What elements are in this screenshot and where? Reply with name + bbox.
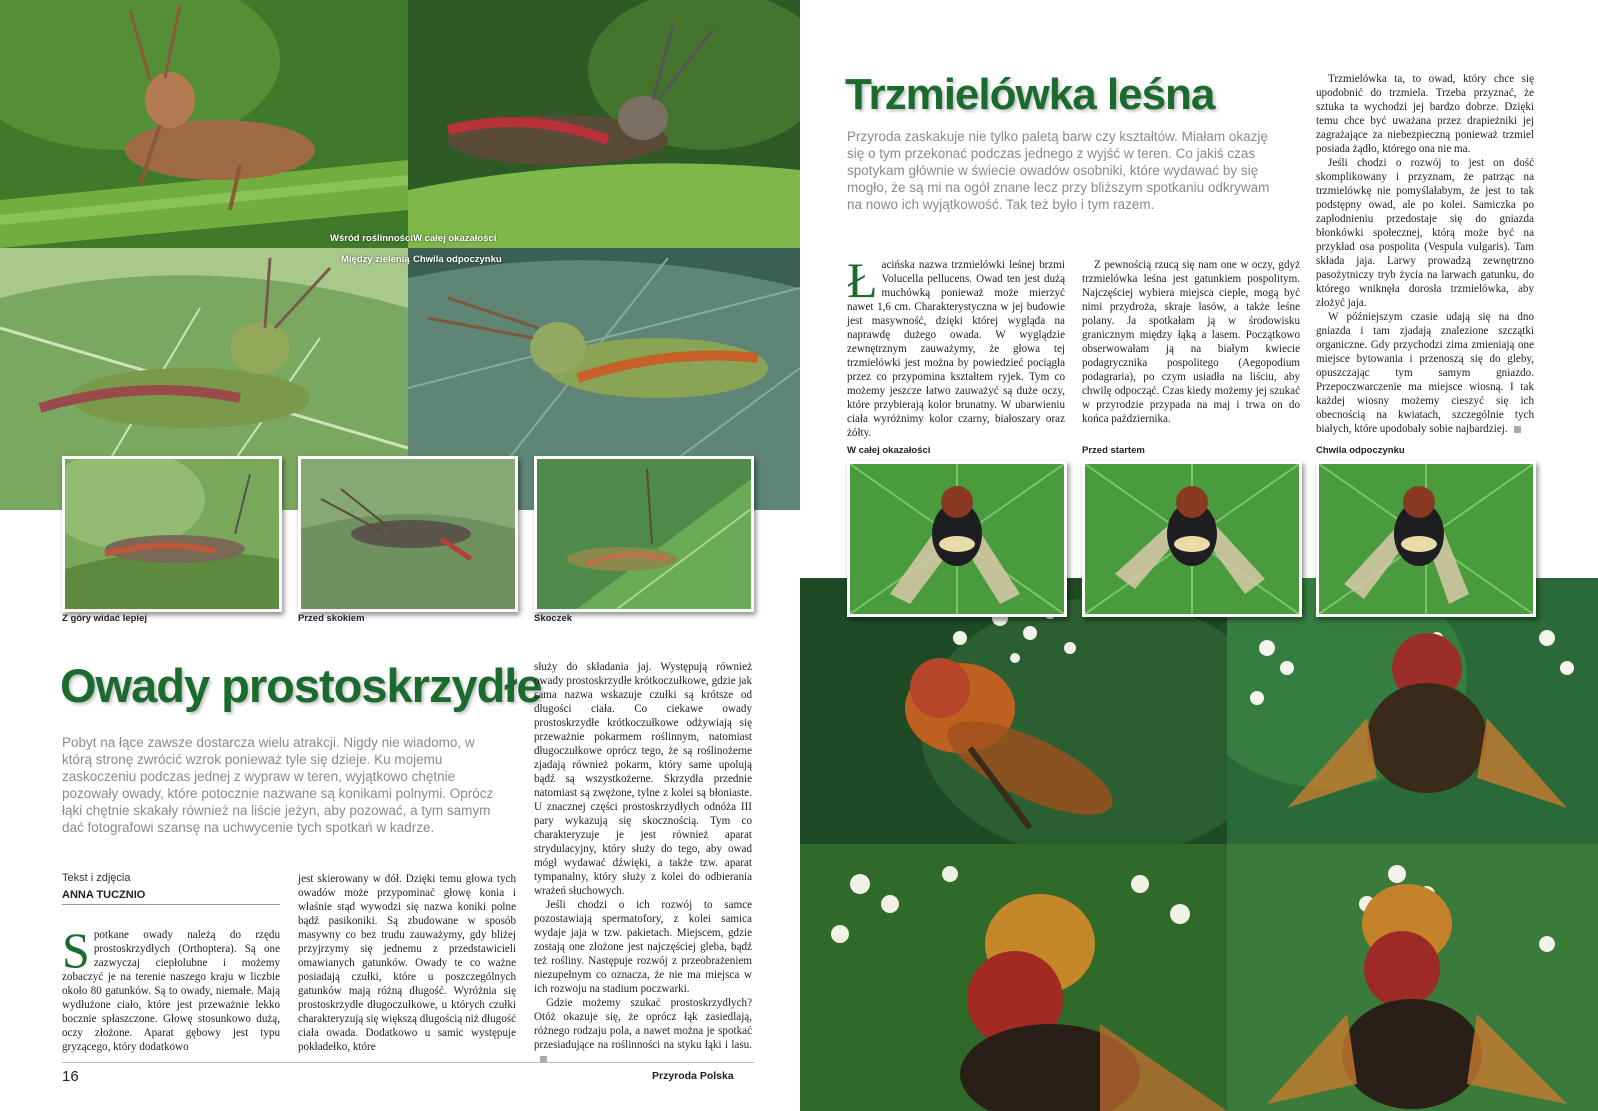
- lead-right: Przyroda zaskakuje nie tylko paletą barw czy kształtów. Miałam okazję się o tym przekonać podczas jednego z wyjść w teren. Co jakiś czas spotykam głównie w świecie owadów osobniki, które wydawać by się mogło, że są mi na ogół znane lecz przy bliższym spotkaniu odkrywam na nowo ich wyjątkowość. Tak też było i tym razem.: [847, 129, 1270, 212]
- photo-grasshopper-from-above: [62, 456, 282, 612]
- caption-right-w-calej: W całej okazałości: [847, 445, 931, 456]
- caption-right-przed-startem: Przed startem: [1082, 445, 1145, 456]
- lead-left: Pobyt na łące zawsze dostarcza wielu atrakcji. Nigdy nie wiadomo, w którą stronę zwrócić wzrok ponieważ tyle się dzieje. Ku mojemu zaskoczeniu podczas jednej z wypraw w teren, wyjątkowo chętnie pozowały owady, które potocznie nazwane są konikami polnymi. Oprócz łąki chętnie skakały również na liście jeżyn, aby pozować, a tym samym dać fotografowi szansę na uchwycenie tych spotkań w kadrze.: [62, 735, 494, 835]
- caption-chwila-top: Chwila odpoczynku: [413, 254, 502, 265]
- page-number: 16: [62, 1068, 79, 1085]
- magazine-name: Przyroda Polska: [652, 1070, 734, 1082]
- body-right-col3: [1316, 72, 1534, 436]
- end-mark-right: [1514, 426, 1521, 433]
- caption-wsrod: Wśród roślinności: [330, 233, 413, 244]
- photo-hoverfly-leaf-2: [1082, 461, 1302, 617]
- dropcap-right: Ł: [847, 252, 878, 308]
- body-left-col3-p1: służy do składania jaj. Występują również owady prostoskrzydłe krótkoczułkowe, gdzie jak sama nazwa wskazuje czułki są krótsze od długości ciała. Co ciekawe owady prostoskrzydłe krótkoczułkowe odżywiają się przeważnie pokarmem roślinnym, natomiast długoczułkowe oprócz tego, że są roślinożerne zjadają również pokarm, który same upolują bądź są wszystkożerne. Skrzydła przednie natomiast są zwężone, tylne z kolei są błoniaste. U znacznej części prostoskrzydłych odnóża III pary wykazują się skocznością. Tym co charakteryzuje je jest również aparat strydulacyjny, który służy do tego, aby owad mógł wydawać dźwięki, a także tzw. aparat tympanalny, który służy z kolei do odbierania wrażeń słuchowych.: [534, 661, 752, 897]
- photo-hoverfly-leaf-1: [847, 461, 1067, 617]
- caption-przed-skokiem: Przed skokiem: [298, 613, 365, 624]
- byline-name: ANNA TUCZNIO: [62, 889, 146, 901]
- caption-z-gory: Z góry widać lepiej: [62, 613, 147, 624]
- body-right-col3-p1: Trzmielówka ta, to owad, który chce się upodobnić do trzmiela. Trzeba przyznać, że sztuka ta wychodzi jej bardzo dobrze. Dzięki temu chce być uważana przez drapieżniki jej zagrażające za niebezpieczną ponieważ trzmiel posiada żądło, którego ona nie ma.: [1316, 73, 1534, 155]
- photo-grasshopper-before-jump: [298, 456, 518, 612]
- body-right-col3-p3: W późniejszym czasie udają się na dno gniazda i tam zjadają znalezione szczątki organiczne. Gdy przychodzi zima zmieniają one miejsce bytowania i przenoszą się do gleby, opuszczając tym samym gniazdo. Przepoczwarczenie ma miejsce wiosną. I tak każdej wiosny możemy cieszyć się ich obecnością na kwiatach, szczególnie tych białych, które upodobały sobie najbardziej.: [1316, 311, 1534, 435]
- article-title-left: Owady prostoskrzydłe: [60, 659, 542, 712]
- photo-hoverfly-flower-1: [800, 578, 1227, 844]
- body-left-col3: [534, 660, 752, 1066]
- caption-right-chwila: Chwila odpoczynku: [1316, 445, 1405, 456]
- article-title-right: Trzmielówka leśna: [845, 70, 1215, 119]
- byline-rule: [62, 904, 280, 905]
- body-right-col1: [847, 252, 1065, 440]
- caption-w-calej-top: W całej okazałości: [413, 233, 497, 244]
- body-left-col3-p3: Gdzie możemy szukać prostoskrzydłych? Otóż okazuje się, że oprócz łąk zasiedlają, różnego rodzaju pola, a nawet można je spotkać przesiadujące na roślinności na styku łąki i lasu.: [534, 997, 752, 1051]
- body-right-col2-text: Z pewnością rzucą się nam one w oczy, gdyż trzmielówka leśna jest gatunkiem pospolitym. Najczęściej wybiera miejsca ciepłe, mogą być nimi przydroża, skraje lasów, a także leśne polany. Ja spotkałam ją w środowisku granicznym między łąką a lasem. Początkowo obserwowałam ją na białym kwiecie podagrycznika pospolitego (Aegopodium podagraria), po czym usiadła na liściu, aby chwilę odpocząć. Czas kiedy możemy jej szukać w przyrodzie przypada na maj i trwa on do końca października.: [1082, 259, 1300, 425]
- body-left-col2-text: jest skierowany w dół. Dzięki temu głowa tych owadów może przypominać głowę konia i właśnie stąd wywodzi się nazwa koniki polne bądź pasikoniki. Są zbudowane w sposób masywny co bez trudu zauważymy, gdy bliżej przyjrzymy się jednemu z przedstawicieli omawianych gatunków. Owady te co ważne posiadają czułki, które u poszczególnych gatunków mają różną długość. Wyróżnia się prostoskrzydłe długoczułkowe, u których czułki charakteryzują się większą długością niż długość ciała owada. Dodatkowo u samic występuje pokładełko, które: [298, 873, 516, 1053]
- photo-hoverfly-closeup-2: [1227, 844, 1598, 1111]
- body-right-col3-p2: Jeśli chodzi o rozwój to jest on dość skomplikowany i przyznam, że patrząc na trzmielówkę nie pomyślałabym, że jest to tak podstępny owad, ale po kolei. Samiczka po zapłodnieniu przedostaje się do gniazda błonkówki społecznej, którą może być na przykład osa pospolita (Vespula vulgaris). Tam składa jaja. Larwy prowadzą zewnętrzno pasożytniczy tryb życia na larwach gatunku, do którego wniknęła dorosła trzmielówka, aby złożyć jaja.: [1316, 157, 1534, 309]
- body-left-col1: [62, 922, 280, 1054]
- caption-miedzy: Między zielenią: [341, 254, 410, 265]
- byline-label: Tekst i zdjęcia: [62, 872, 131, 884]
- photo-hoverfly-flower-2: [1227, 578, 1598, 844]
- photo-grasshopper-grass: [0, 0, 408, 248]
- body-left-col2: [298, 872, 516, 1054]
- caption-skoczek: Skoczek: [534, 613, 573, 624]
- photo-hoverfly-leaf-3: [1316, 461, 1536, 617]
- dropcap-left: S: [62, 922, 90, 978]
- body-right-col2: [1082, 258, 1300, 426]
- body-left-col1-text: potkane owady należą do rzędu prostoskrzydłych (Orthoptera). Są one zazwyczaj ciepłolubne i możemy zobaczyć je na terenie naszego kraju w liczbie około 80 gatunków. Są to owady, niemałe. Mają wydłużone ciało, które jest przeważnie lekko bocznie spłaszczone. Głowę stosunkowo dużą, oczy złożone. Aparat gębowy jest typu gryzącego, który dodatkowo: [62, 929, 280, 1053]
- body-right-col1-text: acińska nazwa trzmielówki leśnej brzmi Volucella pellucens. Owad ten jest dużą muchówką ponieważ może mierzyć nawet 1,6 cm. Charakterystyczna w jej budowie jest masywność, dzięki której wygląda na naprawdę dużego owada. W wyglądzie zewnętrznym zauważymy, że głowa tej trzmielówki jest można by powiedzieć pociągła przez co przypomina kształtem ryjek. Tym co możemy jeszcze łatwo zauważyć są duże oczy, które przybierają kolor brunatny. W ubarwieniu ciała wyróżnimy kolor czarny, białoszary oraz żółty.: [847, 259, 1065, 439]
- footer-rule: [62, 1062, 754, 1063]
- photo-grasshopper-jumper: [534, 456, 754, 612]
- body-left-col3-p2: Jeśli chodzi o ich rozwój to samce pozostawiają spermatofory, z kolei samica wydaje jaja w tzw. pakietach. Miejscem, gdzie zostają one złożone jest najczęściej gleba, bądź też rośliny. Następuje rozwój z przeobrażeniem niezupełnym co oznacza, że nie ma miejsca w ich rozwoju na stadium poczwarki.: [534, 899, 752, 995]
- photo-grasshopper-red-legs: [408, 0, 800, 248]
- photo-hoverfly-closeup-1: [800, 844, 1227, 1111]
